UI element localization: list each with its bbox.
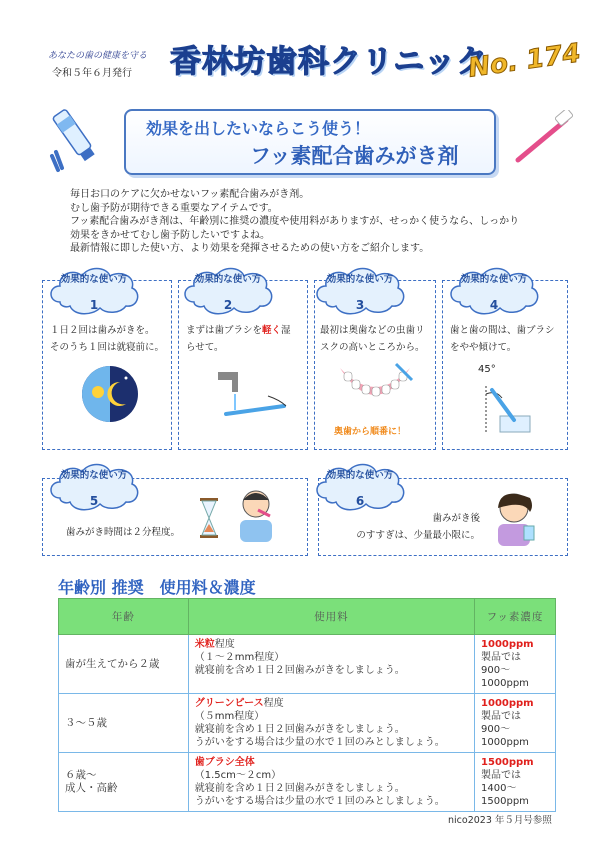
step-5-text: 歯みがき時間は２分程度。 [66,527,181,538]
age-cell: 歯が生えてから２歳 [59,635,189,694]
tagline: あなたの歯の健康を守る [48,51,148,61]
table-row [59,635,556,694]
age-recommendation-table [58,598,556,812]
hourglass-icon [198,496,220,540]
fluoride-cell: 1500ppm 製品では 1400～1500ppm [475,753,556,812]
fluoride-cell: 1000ppm 製品では 900～1000ppm [475,694,556,753]
age-cell: ６歳～ 成人・高齢 [59,753,189,812]
toothbrush-icon [512,110,578,166]
step-3-caption: 奥歯から順番に！ [334,427,407,437]
teeth-icon [334,362,416,414]
amount-cell: グリーンピース程度 （５mm程度） 就寝前を含め１日２回歯みがきをしましょう。 うがいをする場合は少量の水で１回のみとしましょう。 [188,694,474,753]
step-6-text: 歯みがき後 のすすぎは、少量最小限に。 [356,513,480,541]
clinic-name: 香林坊歯科クリニック [170,44,489,80]
step-2-number: 2 [223,298,233,312]
intro-line: 毎日お口のケアに欠かせないフッ素配合歯みがき剤。 [70,189,310,200]
step-4-label: 効果的な使い方 [460,274,528,285]
step-5-number: 5 [89,494,99,508]
day-night-icon [80,364,140,424]
step-4-number: 4 [489,298,499,312]
fluoride-cell: 1000ppm 製品では 900～1000ppm [475,635,556,694]
issue-date: 令和５年６月発行 [52,68,132,79]
amount-cell: 米粒程度 （１～２mm程度） 就寝前を含め１日２回歯みがきをしましょう。 [188,635,474,694]
step-4-text: 歯と歯の間は、歯ブラシ をやや傾けて。 [450,325,555,353]
table-row [59,753,556,812]
step-1-label: 効果的な使い方 [60,274,128,285]
column-header-fluoride: フッ素濃度 [475,599,556,635]
toothpaste-icon [48,102,104,174]
intro-line: 効果をきかせてむし歯予防したいですよね。 [70,229,270,241]
step-1-number: 1 [89,298,99,312]
amount-cell: 歯ブラシ全体 （1.5cm～２cm） 就寝前を含め１日２回歯みがきをしましょう。 うがいをする場合は少量の水で１回のみとしましょう。 [188,753,474,812]
intro-line: フッ素配合歯みがき剤は、年齢別に推奨の濃度や使用料がありますが、せっかく使うなら、しっかり [70,216,520,227]
intro-line: むし歯予防が期待できる重要なアイテムです。 [70,202,278,214]
angle-label: 45° [478,364,496,375]
step-2-label: 効果的な使い方 [194,274,262,285]
step-3-label: 効果的な使い方 [326,274,394,285]
step-3-number: 3 [355,298,365,312]
step-3-text: 最初は奥歯などの虫歯リ スクの高いところから。 [320,325,425,353]
step-5-label: 効果的な使い方 [60,470,128,481]
age-cell: ３～５歳 [59,694,189,753]
intro-text [70,188,570,256]
step-1-text: １日２回は歯みがきを。 そのうち１回は就寝前に。 [50,325,165,353]
column-header-age: 年齢 [59,599,189,635]
step-6-label: 効果的な使い方 [326,470,394,481]
table-row [59,694,556,753]
rinsing-woman-icon [490,488,540,546]
banner-headline: 効果を出したいならこう使う！ [146,119,371,138]
issue-number: No. 174 [466,38,583,84]
faucet-brush-icon [208,366,292,426]
banner-subject: フッ素配合歯みがき剤 [250,144,459,168]
angle-brush-icon [470,368,540,438]
column-header-amount: 使用料 [188,599,474,635]
intro-line: 最新情報に即した使い方、より効果を発揮させるための使い方をご紹介します。 [70,243,430,254]
step-6-number: 6 [355,494,365,508]
section-title: 年齢別 推奨 使用料＆濃度 [58,578,256,597]
table-header-row [59,599,556,635]
step-2-text: まずは歯ブラシを軽く湿 らせて。 [186,325,291,353]
source-footnote: nico2023 年５月号参照 [448,815,552,826]
brushing-man-icon [234,486,278,542]
